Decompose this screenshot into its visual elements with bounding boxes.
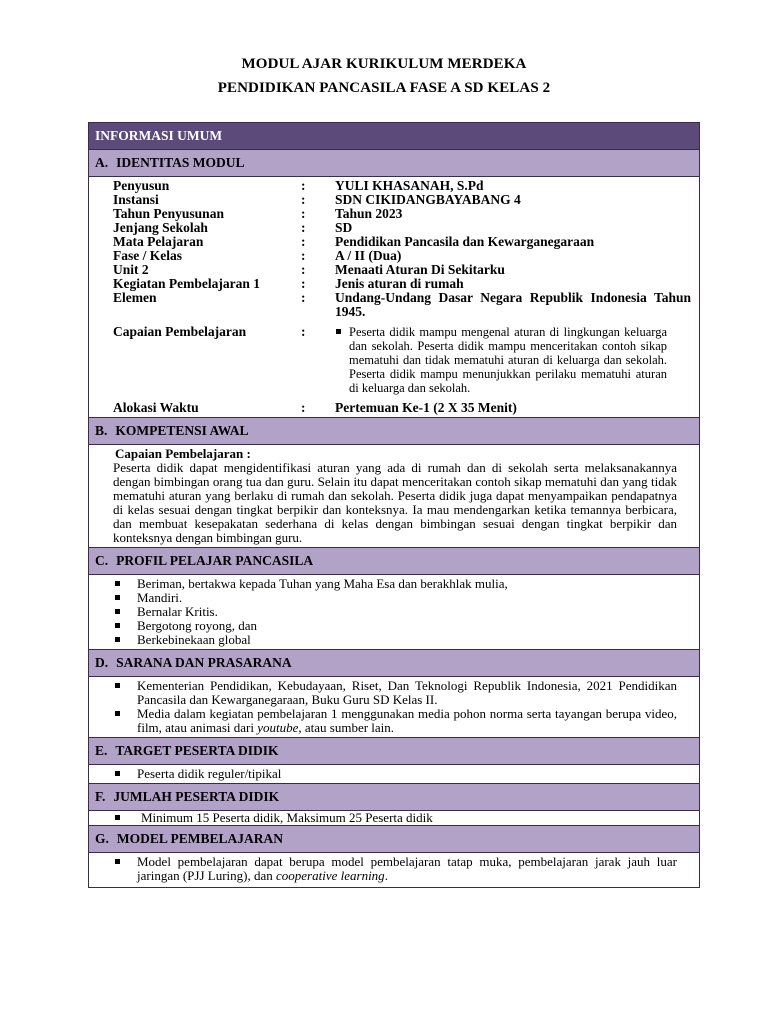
identity-label: Jenjang Sekolah [113,220,208,235]
identity-label: Elemen [113,290,157,305]
identity-value: A / II (Dua) [335,248,402,263]
identity-row [89,179,699,193]
section-e-header: E. TARGET PESERTA DIDIK [89,738,699,765]
list-item: Peserta didik mampu mengenal aturan di lingkungan keluarga dan sekolah. Peserta didik mampu menceritakan contoh sikap mematuhi dan tidak mematuhi aturan di keluarga dan sekolah. Peserta didik mampu menunjukkan perilaku mematuhi aturan di keluarga dan sekolah. [335,325,667,395]
bullet-icon [115,815,120,820]
identity-value: YULI KHASANAH, S.Pd [335,178,484,193]
bullet-icon [115,581,120,586]
list-item: Media dalam kegiatan pembelajaran 1 menggunakan media pohon norma serta tayangan berupa video, film, atau animasi dari youtube, atau sumber lain. [89,707,699,735]
identity-colon: : [301,276,306,291]
target-block [89,765,699,784]
bullet-icon [115,859,120,864]
list-item: Mandiri. [89,591,699,605]
bullet-icon [115,637,120,642]
identity-colon: : [301,234,306,249]
informasi-umum-header: INFORMASI UMUM [89,123,699,150]
list-item: Beriman, bertakwa kepada Tuhan yang Maha Esa dan berakhlak mulia, [89,577,699,591]
identity-row [89,235,699,249]
capaian-row: Capaian Pembelajaran : Peserta didik mampu mengenal aturan di lingkungan keluarga dan sekolah. Peserta didik mampu menceritakan contoh sikap mematuhi dan tidak mematuhi aturan di keluarga dan sekolah. Peserta didik mampu menunjukkan perilaku mematuhi aturan di keluarga dan sekolah. [113,324,667,395]
identity-value: Menaati Aturan Di Sekitarku [335,262,505,277]
document-title: MODUL AJAR KURIKULUM MERDEKA [241,56,527,72]
module-table [88,122,700,888]
identity-value: SD [335,220,353,235]
identity-row [89,193,699,207]
identity-row [89,277,699,291]
identity-colon: : [301,192,306,207]
sarana-block [89,677,699,738]
identity-label: Kegiatan Pembelajaran 1 [113,276,260,291]
identity-row [89,249,699,263]
bullet-icon [336,329,341,334]
identity-colon: : [301,220,306,235]
identity-value: Pendidikan Pancasila dan Kewarganegaraan [335,234,595,249]
bullet-icon [115,609,120,614]
kompetensi-block: Capaian Pembelajaran : Peserta didik dapat mengidentifikasi aturan yang ada di rumah dan di sekolah serta melaksanakannya dengan bimbingan orang tua dan guru. Selain itu dapat menceritakan contoh sikap mematuhi dan yang tidak mematuhi aturan yang berlaku di rumah dan sekolah. Peserta didik juga dapat menyampaikan pendapatnya di kelas sesuai dengan tingkat berpikir dan konteksnya. Ia mau mendengarkan ketika temannya berbicara, dan membuat kesepakatan sederhana di kelas dengan bimbingan sesuai dengan tingkat berpikir dan konteksnya dengan bimbingan guru. [89,445,699,548]
section-g-header: G. MODEL PEMBELAJARAN [89,826,699,853]
identity-label: Unit 2 [113,262,149,277]
identity-colon: : [301,248,306,263]
identity-row [89,207,699,221]
list-item: Berkebinekaan global [89,633,699,647]
section-b-header: B. KOMPETENSI AWAL [89,418,699,445]
section-d-header: D. SARANA DAN PRASARANA [89,650,699,677]
identitas-block [89,177,699,418]
identity-colon: : [301,262,306,277]
identity-value: Undang-Undang Dasar Negara Republik Indonesia Tahun 1945. [335,290,691,319]
identity-value: SDN CIKIDANGBAYABANG 4 [335,192,521,207]
alokasi-row: Alokasi Waktu : Pertemuan Ke-1 (2 X 35 Menit) [113,400,517,415]
bullet-icon [115,711,120,716]
list-item: Bergotong royong, dan [89,619,699,633]
list-item: Model pembelajaran dapat berupa model pembelajaran tatap muka, pembelajaran jarak jauh luar jaringan (PJJ Luring), dan cooperative learning. [89,855,699,883]
identity-colon: : [301,206,306,221]
model-block [89,853,699,887]
identity-value: Tahun 2023 [335,206,403,221]
bullet-icon [115,771,120,776]
identity-colon: : [301,178,306,193]
identity-label: Fase / Kelas [113,248,182,263]
section-f-header: F. JUMLAH PESERTA DIDIK [89,784,699,811]
profil-block [89,575,699,650]
list-item: Minimum 15 Peserta didik, Maksimum 25 Peserta didik [89,811,699,825]
section-a-header: A. IDENTITAS MODUL [89,150,699,177]
bullet-icon [115,623,120,628]
identity-row [89,263,699,277]
section-c-header: C. PROFIL PELAJAR PANCASILA [89,548,699,575]
identity-label: Instansi [113,192,159,207]
bullet-icon [115,683,120,688]
document-subtitle: PENDIDIKAN PANCASILA FASE A SD KELAS 2 [217,80,551,96]
list-item: Peserta didik reguler/tipikal [89,767,699,781]
list-item: Bernalar Kritis. [89,605,699,619]
identity-colon: : [301,290,306,305]
identity-label: Penyusun [113,178,170,193]
jumlah-block [89,811,699,826]
identity-label: Tahun Penyusunan [113,206,224,221]
identity-label: Mata Pelajaran [113,234,204,249]
identity-row [89,221,699,235]
list-item: Kementerian Pendidikan, Kebudayaan, Riset, Dan Teknologi Republik Indonesia, 2021 Pendidikan Pancasila dan Kewarganegaraan, Buku Guru SD Kelas II. [89,679,699,707]
bullet-icon [115,595,120,600]
identity-row [89,291,699,319]
identity-value: Jenis aturan di rumah [335,276,464,291]
